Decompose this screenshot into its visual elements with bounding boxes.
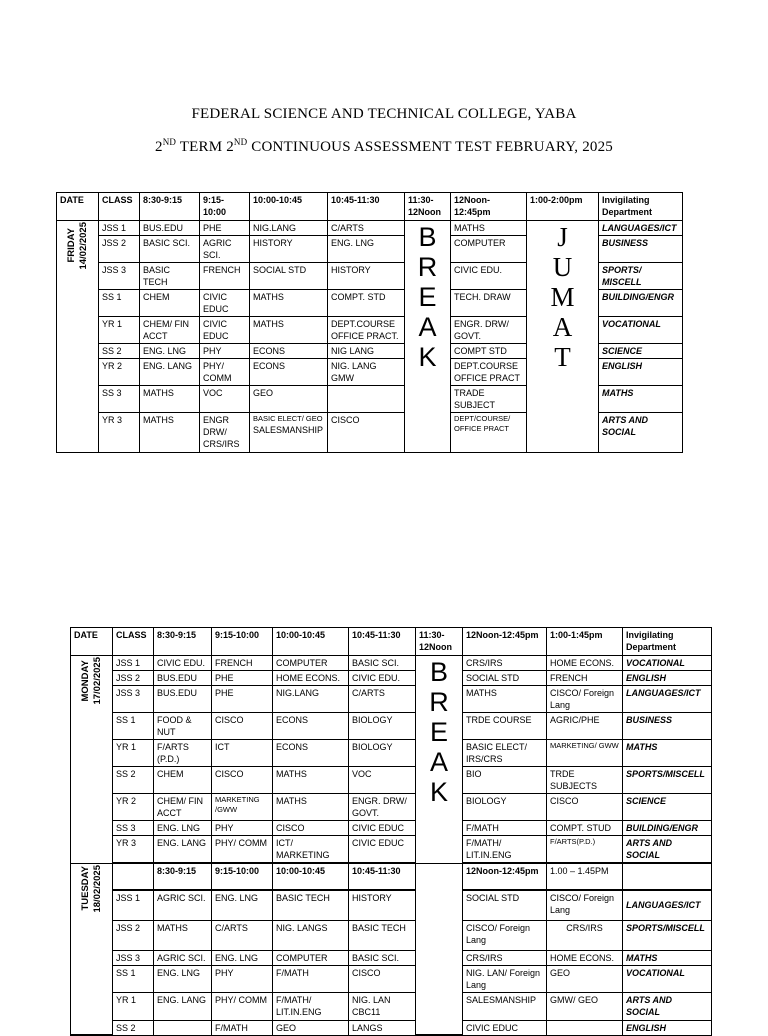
subject-cell: HOME ECONS. — [273, 671, 349, 686]
subject-cell: PHE — [212, 686, 273, 713]
subject-cell: F/ARTS (P.D.) — [154, 740, 212, 767]
table-header-row — [71, 863, 712, 890]
jumat-column — [527, 221, 599, 453]
header-cell: CLASS — [113, 628, 154, 656]
subject-cell: ECONS — [273, 740, 349, 767]
break-column — [405, 221, 451, 453]
subject-cell: CRS/IRS — [547, 920, 623, 950]
break-column — [416, 863, 463, 1035]
jumat-letter: A — [552, 312, 573, 342]
subject-cell: CISCO — [349, 965, 416, 992]
class-cell: JSS 3 — [113, 686, 154, 713]
subject-text: SALESMANSHIP — [253, 425, 324, 435]
document-title: FEDERAL SCIENCE AND TECHNICAL COLLEGE, YABA — [191, 106, 577, 122]
subject-cell: ENG. LANG — [154, 836, 212, 864]
table-row — [71, 992, 712, 1020]
subject-cell: MATHS — [451, 221, 527, 236]
jumat-letter: U — [552, 252, 573, 282]
subject-cell: MARKETING /GWW — [212, 794, 273, 821]
subject-cell: MATHS — [463, 686, 547, 713]
class-cell: YR 3 — [99, 413, 140, 453]
jumat-letter: T — [554, 342, 571, 372]
header-cell: 10:45-11:30 — [349, 628, 416, 656]
subject-cell: TRDE COURSE — [463, 713, 547, 740]
dept-cell: SCIENCE — [599, 344, 683, 359]
header-cell: 1:00-1:45pm — [547, 628, 623, 656]
subject-cell: NIG.LANG — [273, 686, 349, 713]
header-cell: 12Noon-12:45pm — [463, 863, 547, 890]
subject-cell: BASIC ELECT/ IRS/CRS — [463, 740, 547, 767]
subject-cell: BIOLOGY — [463, 794, 547, 821]
subject-cell: CRS/IRS — [463, 656, 547, 671]
subject-cell: CISCO — [212, 713, 273, 740]
subject-cell: PHY — [212, 821, 273, 836]
subject-cell: BUS.EDU — [154, 686, 212, 713]
subject-cell: C/ARTS — [349, 686, 416, 713]
dept-cell: BUSINESS — [599, 236, 683, 263]
subject-text: BASIC ELECT/ GEO — [253, 414, 323, 423]
date-label: TUESDAY 18/02/2025 — [79, 864, 103, 913]
table-row — [71, 890, 712, 920]
subject-cell: VOC — [349, 767, 416, 794]
table-header-row — [71, 628, 712, 656]
subject-cell: DEPT.COURSE OFFICE PRACT. — [328, 317, 405, 344]
header-cell — [113, 863, 154, 890]
dept-cell: MATHS — [599, 386, 683, 413]
dept-cell: BUSINESS — [623, 713, 712, 740]
break-letter: K — [429, 777, 448, 807]
subject-cell — [154, 1020, 212, 1035]
table-row — [71, 686, 712, 713]
class-cell: SS 1 — [113, 965, 154, 992]
class-cell: JSS 1 — [99, 221, 140, 236]
subject-cell: CIVIC EDUC — [349, 836, 416, 864]
subject-cell: CHEM/ FIN ACCT — [140, 317, 200, 344]
table-row — [71, 740, 712, 767]
monday-tuesday-timetable — [70, 627, 712, 1036]
header-cell: 10:00-10:45 — [273, 628, 349, 656]
dept-cell: VOCATIONAL — [623, 965, 712, 992]
class-cell: JSS 2 — [99, 236, 140, 263]
subject-cell: COMPUTER — [451, 236, 527, 263]
subject-cell: ICT/ MARKETING — [273, 836, 349, 864]
subject-cell: PHY/ COMM — [212, 992, 273, 1020]
subject-cell: NIG. LAN/ Foreign Lang — [463, 965, 547, 992]
subject-cell: FRENCH — [212, 656, 273, 671]
subject-cell: COMPT. STD — [328, 290, 405, 317]
subject-cell: MATHS — [154, 920, 212, 950]
subject-cell: TRADE SUBJECT — [451, 386, 527, 413]
header-cell: DATE — [71, 628, 113, 656]
subject-cell: GEO — [273, 1020, 349, 1035]
header-cell: 8:30-9:15 — [140, 193, 200, 221]
class-cell: YR 1 — [113, 992, 154, 1020]
subject-cell: MATHS — [140, 386, 200, 413]
subject-cell: NIG.LANG — [250, 221, 328, 236]
subject-cell: BIOLOGY — [349, 740, 416, 767]
header-cell: 1.00 – 1.45PM — [547, 863, 623, 890]
date-cell — [57, 221, 99, 453]
class-cell: JSS 3 — [99, 263, 140, 290]
subject-cell: FOOD & NUT — [154, 713, 212, 740]
subject-cell: PHY — [200, 344, 250, 359]
subject-cell — [547, 1020, 623, 1035]
header-cell: 11:30-12Noon — [405, 193, 451, 221]
date-cell — [71, 656, 113, 864]
subject-cell: ENG. LNG — [328, 236, 405, 263]
header-cell: 9:15-10:00 — [212, 628, 273, 656]
subject-cell: CIVIC EDU. — [451, 263, 527, 290]
dept-cell: ARTS AND SOCIAL — [599, 413, 683, 453]
subject-cell: ECONS — [250, 344, 328, 359]
table-row — [71, 920, 712, 950]
header-cell: 12Noon-12:45pm — [451, 193, 527, 221]
subject-cell: CISCO/ Foreign Lang — [463, 920, 547, 950]
subject-cell: HOME ECONS. — [547, 656, 623, 671]
subject-cell: C/ARTS — [328, 221, 405, 236]
subject-cell: MATHS — [273, 794, 349, 821]
header-cell: 11:30-12Noon — [416, 628, 463, 656]
table-row — [71, 713, 712, 740]
dept-cell: VOCATIONAL — [623, 656, 712, 671]
subject-cell: NIG. LANGS — [273, 920, 349, 950]
header-cell: 10:00-10:45 — [273, 863, 349, 890]
subject-cell: CIVIC EDUC — [200, 290, 250, 317]
subject-cell: TECH. DRAW — [451, 290, 527, 317]
subject-cell: CISCO — [547, 794, 623, 821]
break-letter: K — [418, 342, 437, 372]
subject-cell: ENG. LNG — [140, 344, 200, 359]
subject-cell: DEPT.COURSE OFFICE PRACT — [451, 359, 527, 386]
header-cell: DATE — [57, 193, 99, 221]
break-letter: E — [418, 282, 437, 312]
date-cell — [71, 863, 113, 1035]
subject-cell: ECONS — [273, 713, 349, 740]
subject-cell: BIOLOGY — [349, 713, 416, 740]
header-cell: 10:45-11:30 — [328, 193, 405, 221]
dept-cell: SPORTS/ MISCELL — [599, 263, 683, 290]
dept-cell: MATHS — [623, 950, 712, 965]
jumat-letter: J — [557, 222, 568, 252]
dept-cell: ARTS AND SOCIAL — [623, 992, 712, 1020]
subject-cell: COMPUTER — [273, 656, 349, 671]
break-letter: R — [417, 252, 438, 282]
subject-cell: MATHS — [250, 290, 328, 317]
break-letter: A — [418, 312, 437, 342]
subject-cell: FRENCH — [547, 671, 623, 686]
subject-cell: VOC — [200, 386, 250, 413]
subject-cell: HISTORY — [250, 236, 328, 263]
break-letter: E — [429, 717, 448, 747]
friday-timetable — [56, 192, 683, 453]
class-cell: SS 2 — [113, 767, 154, 794]
subject-cell: BASIC TECH — [349, 920, 416, 950]
subject-cell: BUS.EDU — [154, 671, 212, 686]
table-row — [71, 656, 712, 671]
subject-cell: PHE — [200, 221, 250, 236]
subject-cell: GEO — [547, 965, 623, 992]
table-row — [71, 671, 712, 686]
header-cell: CLASS — [99, 193, 140, 221]
subject-cell: DEPT/COURSE/ OFFICE PRACT — [451, 413, 527, 453]
date-label: MONDAY 17/02/2025 — [79, 657, 103, 705]
subject-cell: BIO — [463, 767, 547, 794]
dept-cell: ENGLISH — [623, 671, 712, 686]
table-header-row — [57, 193, 683, 221]
table-row — [71, 965, 712, 992]
break-letter: B — [418, 222, 437, 252]
subject-cell: CIVIC EDUC — [463, 1020, 547, 1035]
dept-cell: MATHS — [623, 740, 712, 767]
subject-cell: CIVIC EDU. — [154, 656, 212, 671]
subject-cell: ENG. LANG — [140, 359, 200, 386]
subject-cell — [328, 386, 405, 413]
break-letter: A — [429, 747, 448, 777]
subject-cell: BASIC SCI. — [349, 950, 416, 965]
subject-cell: CISCO — [212, 767, 273, 794]
dept-cell: ENGLISH — [599, 359, 683, 386]
break-letter: R — [429, 687, 449, 717]
table-row — [71, 950, 712, 965]
class-cell: SS 1 — [99, 290, 140, 317]
header-cell: 1:00-2:00pm — [527, 193, 599, 221]
subject-cell: LANGS — [349, 1020, 416, 1035]
subject-cell: MATHS — [273, 767, 349, 794]
table-row — [71, 836, 712, 864]
header-cell: 10:45-11:30 — [349, 863, 416, 890]
subject-cell: MATHS — [140, 413, 200, 453]
subject-cell: CHEM — [154, 767, 212, 794]
subject-cell: CISCO/ Foreign Lang — [547, 686, 623, 713]
date-label: FRIDAY 14/02/2025 — [65, 222, 89, 270]
header-cell: 9:15-10:00 — [200, 193, 250, 221]
subject-cell: SALESMANSHIP — [463, 992, 547, 1020]
table-row — [57, 221, 683, 236]
class-cell: JSS 1 — [113, 890, 154, 920]
subject-cell: NIG. LANG GMW — [328, 359, 405, 386]
class-cell: SS 1 — [113, 713, 154, 740]
header-cell — [623, 863, 712, 890]
subject-cell: SOCIAL STD — [463, 671, 547, 686]
subject-cell: AGRIC SCI. — [200, 236, 250, 263]
subject-cell: MATHS — [250, 317, 328, 344]
dept-cell: VOCATIONAL — [599, 317, 683, 344]
subject-cell: BASIC TECH — [273, 890, 349, 920]
subject-cell: AGRIC SCI. — [154, 950, 212, 965]
dept-cell: SPORTS/MISCELL — [623, 767, 712, 794]
subject-cell: ENG. LNG — [154, 965, 212, 992]
subject-cell: MARKETING/ GWW — [547, 740, 623, 767]
subject-cell: HOME ECONS. — [547, 950, 623, 965]
class-cell: YR 2 — [99, 359, 140, 386]
class-cell: JSS 2 — [113, 671, 154, 686]
subject-cell: ENG. LANG — [154, 992, 212, 1020]
subject-cell: SOCIAL STD — [250, 263, 328, 290]
subject-cell: PHY/ COMM — [212, 836, 273, 864]
class-cell: YR 2 — [113, 794, 154, 821]
subject-cell: ENG. LNG — [212, 950, 273, 965]
dept-cell: LANGUAGES/ICT — [599, 221, 683, 236]
dept-cell: BUILDING/ENGR — [599, 290, 683, 317]
subject-cell: CIVIC EDUC — [200, 317, 250, 344]
subject-cell: F/MATH/ LIT.IN.ENG — [463, 836, 547, 864]
subject-cell — [250, 413, 328, 453]
subject-cell: ECONS — [250, 359, 328, 386]
subject-cell: F/MATH — [212, 1020, 273, 1035]
subject-cell: BASIC SCI. — [349, 656, 416, 671]
subject-cell: ENGR DRW/ CRS/IRS — [200, 413, 250, 453]
subject-cell: GEO — [250, 386, 328, 413]
dept-cell: ENGLISH — [623, 1020, 712, 1035]
class-cell: YR 1 — [99, 317, 140, 344]
header-cell: Invigilating Department — [599, 193, 683, 221]
subject-cell: BASIC TECH — [140, 263, 200, 290]
subject-cell: HISTORY — [349, 890, 416, 920]
class-cell: SS 2 — [99, 344, 140, 359]
subject-cell: CRS/IRS — [463, 950, 547, 965]
class-cell: YR 3 — [113, 836, 154, 864]
subject-cell: COMPT. STUD — [547, 821, 623, 836]
table-row — [71, 821, 712, 836]
class-cell: JSS 2 — [113, 920, 154, 950]
dept-cell: BUILDING/ENGR — [623, 821, 712, 836]
subject-cell: F/MATH — [463, 821, 547, 836]
header-cell: Invigilating Department — [623, 628, 712, 656]
subject-cell: ICT — [212, 740, 273, 767]
table-row — [71, 1020, 712, 1035]
class-cell: SS 3 — [113, 821, 154, 836]
subject-cell: CISCO — [328, 413, 405, 453]
subject-cell: GMW/ GEO — [547, 992, 623, 1020]
subject-cell: CHEM/ FIN ACCT — [154, 794, 212, 821]
subject-cell: CISCO/ Foreign Lang — [547, 890, 623, 920]
header-cell: 9:15-10:00 — [212, 863, 273, 890]
class-cell: YR 1 — [113, 740, 154, 767]
subject-cell: NIG LANG — [328, 344, 405, 359]
header-cell: 8:30-9:15 — [154, 863, 212, 890]
subject-cell: AGRIC SCI. — [154, 890, 212, 920]
subject-cell: ENG. LNG — [154, 821, 212, 836]
header-cell: 8:30-9:15 — [154, 628, 212, 656]
subject-cell: TRDE SUBJECTS — [547, 767, 623, 794]
subject-cell: COMPUTER — [273, 950, 349, 965]
dept-cell: LANGUAGES/ICT — [623, 890, 712, 920]
dept-cell: LANGUAGES/ICT — [623, 686, 712, 713]
subject-cell: CISCO — [273, 821, 349, 836]
table-row — [71, 767, 712, 794]
subject-cell: CIVIC EDUC — [349, 821, 416, 836]
subject-cell: F/MATH — [273, 965, 349, 992]
jumat-letter: M — [550, 282, 575, 312]
subject-cell: COMPT STD — [451, 344, 527, 359]
document-subtitle: 2ND TERM 2ND CONTINUOUS ASSESSMENT TEST FEBRUARY, 2025 — [154, 137, 614, 155]
subject-cell: F/MATH/ LIT.IN.ENG — [273, 992, 349, 1020]
subject-cell: CIVIC EDU. — [349, 671, 416, 686]
break-column — [416, 656, 463, 864]
header-cell: 12Noon-12:45pm — [463, 628, 547, 656]
header-cell: 10:00-10:45 — [250, 193, 328, 221]
subject-cell: FRENCH — [200, 263, 250, 290]
dept-cell: ARTS AND SOCIAL — [623, 836, 712, 864]
class-cell: JSS 3 — [113, 950, 154, 965]
subject-cell: F/ARTS(P.D.) — [547, 836, 623, 864]
class-cell: SS 2 — [113, 1020, 154, 1035]
subject-cell: BUS.EDU — [140, 221, 200, 236]
dept-cell: SCIENCE — [623, 794, 712, 821]
subject-cell: ENGR. DRW/ GOVT. — [451, 317, 527, 344]
subject-cell: SOCIAL STD — [463, 890, 547, 920]
subject-cell: NIG. LAN CBC11 — [349, 992, 416, 1020]
class-cell: JSS 1 — [113, 656, 154, 671]
subject-cell: PHY/ COMM — [200, 359, 250, 386]
subject-cell: AGRIC/PHE — [547, 713, 623, 740]
subject-cell: PHE — [212, 671, 273, 686]
dept-cell: SPORTS/MISCELL — [623, 920, 712, 950]
break-letter: B — [429, 657, 448, 687]
subject-cell: ENGR. DRW/ GOVT. — [349, 794, 416, 821]
subject-cell: C/ARTS — [212, 920, 273, 950]
subject-cell: CHEM — [140, 290, 200, 317]
subject-cell: PHY — [212, 965, 273, 992]
table-row — [71, 794, 712, 821]
subject-cell: HISTORY — [328, 263, 405, 290]
class-cell: SS 3 — [99, 386, 140, 413]
subject-cell: ENG. LNG — [212, 890, 273, 920]
subject-cell: BASIC SCI. — [140, 236, 200, 263]
